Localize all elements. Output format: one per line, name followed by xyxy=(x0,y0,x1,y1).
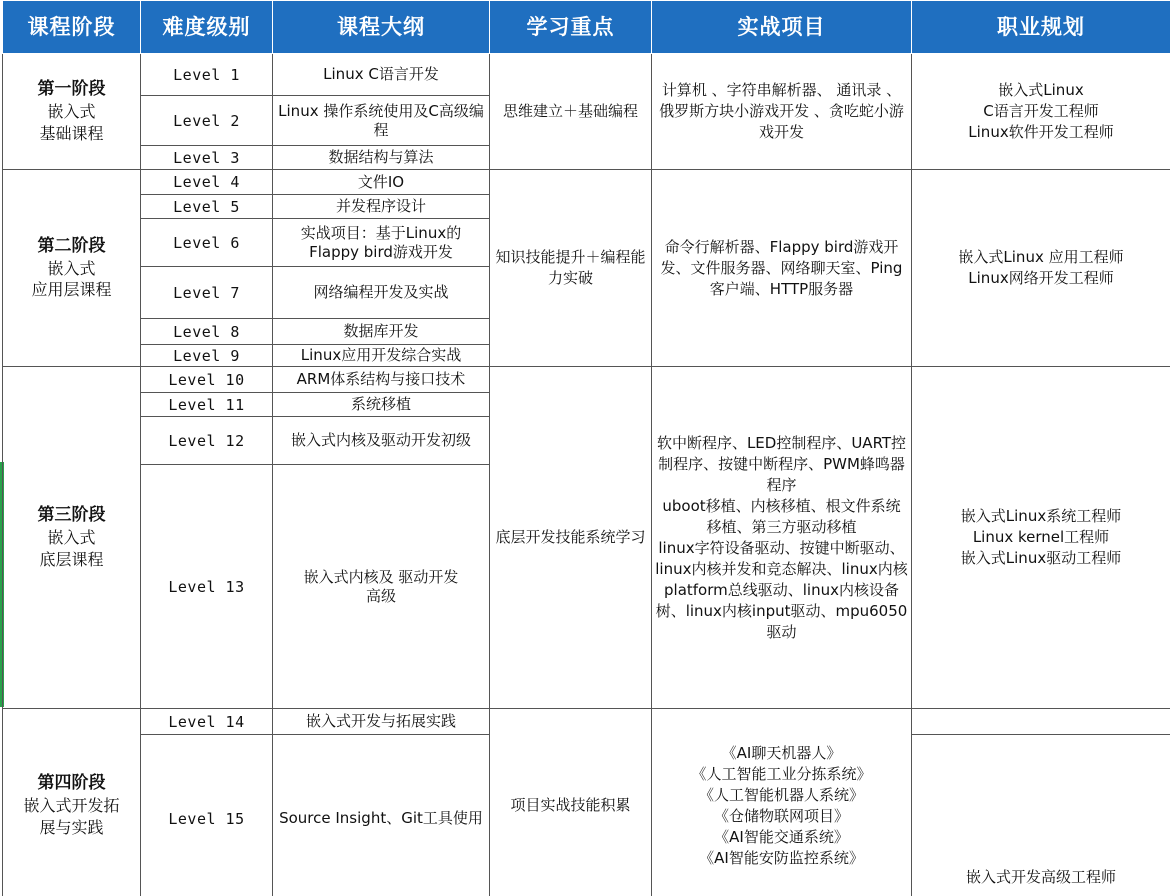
table-row xyxy=(3,54,1170,96)
stage-3-title: 第三阶段 xyxy=(37,505,106,526)
outline-10: ARM体系结构与接口技术 xyxy=(273,367,490,393)
outline-13: 嵌入式内核及 驱动开发 高级 xyxy=(273,465,490,709)
outline-2: Linux 操作系统使用及C高级编程 xyxy=(273,96,490,146)
level-2: Level 2 xyxy=(141,96,273,146)
focus-stage-1: 思维建立＋基础编程 xyxy=(490,54,652,170)
stage-1-subtitle: 嵌入式 基础课程 xyxy=(39,102,104,143)
career-stage-2: 嵌入式Linux 应用工程师 Linux网络开发工程师 xyxy=(912,170,1170,367)
level-14: Level 14 xyxy=(141,709,273,735)
level-12: Level 12 xyxy=(141,417,273,465)
level-11: Level 11 xyxy=(141,393,273,417)
level-1: Level 1 xyxy=(141,54,273,96)
stage-1-cell xyxy=(3,54,141,170)
level-3: Level 3 xyxy=(141,146,273,170)
stage-2-subtitle: 嵌入式 应用层课程 xyxy=(31,258,112,300)
stage-2-title: 第二阶段 xyxy=(37,235,106,256)
level-9: Level 9 xyxy=(141,345,273,367)
table-row xyxy=(3,170,1170,195)
outline-9: Linux应用开发综合实战 xyxy=(273,345,490,367)
career-stage-4-top-empty xyxy=(912,709,1170,735)
outline-4: 文件IO xyxy=(273,170,490,195)
focus-stage-2: 知识技能提升＋编程能力实破 xyxy=(490,170,652,367)
header-row xyxy=(3,1,1170,54)
level-4: Level 4 xyxy=(141,170,273,195)
level-13: Level 13 xyxy=(141,465,273,709)
level-5: Level 5 xyxy=(141,195,273,219)
projects-stage-3: 软中断程序、LED控制程序、UART控制程序、按键中断程序、PWM蜂鸣器程序 uboot移植、内核移植、根文件系统移植、第三方驱动移植 linux字符设备驱动、按键中断驱动、linux内核并发和竞态解决、linux内核platform总线驱动、linux内核设备树、linux内核input驱动、mpu6050驱动 xyxy=(652,367,912,709)
focus-stage-3: 底层开发技能系统学习 xyxy=(490,367,652,709)
stage-3-subtitle: 嵌入式 底层课程 xyxy=(39,528,104,569)
outline-14: 嵌入式开发与拓展实践 xyxy=(273,709,490,735)
level-7: Level 7 xyxy=(141,267,273,319)
level-10: Level 10 xyxy=(141,367,273,393)
outline-1: Linux C语言开发 xyxy=(273,54,490,96)
outline-6: 实战项目：基于Linux的Flappy bird游戏开发 xyxy=(273,219,490,267)
career-stage-3: 嵌入式Linux系统工程师 Linux kernel工程师 嵌入式Linux驱动工程师 xyxy=(912,367,1170,709)
outline-8: 数据库开发 xyxy=(273,319,490,345)
stage-4-subtitle: 嵌入式开发拓 展与实践 xyxy=(23,796,120,837)
projects-stage-2: 命令行解析器、Flappy bird游戏开发、文件服务器、网络聊天室、Ping客户端、HTTP服务器 xyxy=(652,170,912,367)
header-career: 职业规划 xyxy=(912,1,1170,54)
level-6: Level 6 xyxy=(141,219,273,267)
level-15: Level 15 xyxy=(141,735,273,896)
stage-1-title: 第一阶段 xyxy=(37,79,106,100)
outline-3: 数据结构与算法 xyxy=(273,146,490,170)
header-focus: 学习重点 xyxy=(490,1,652,54)
header-stage: 课程阶段 xyxy=(3,1,141,54)
stage-4-cell xyxy=(3,709,141,896)
header-level: 难度级别 xyxy=(141,1,273,54)
header-outline: 课程大纲 xyxy=(273,1,490,54)
outline-5: 并发程序设计 xyxy=(273,195,490,219)
career-stage-4: 嵌入式开发高级工程师 xyxy=(912,735,1170,896)
stage-4-title: 第四阶段 xyxy=(37,773,106,794)
projects-stage-1: 计算机 、字符串解析器、 通讯录 、俄罗斯方块小游戏开发 、贪吃蛇小游戏开发 xyxy=(652,54,912,170)
focus-stage-4: 项目实战技能积累 xyxy=(490,709,652,896)
outline-12: 嵌入式内核及驱动开发初级 xyxy=(273,417,490,465)
level-8: Level 8 xyxy=(141,319,273,345)
outline-15: Source Insight、Git工具使用 xyxy=(273,735,490,896)
projects-stage-4: 《AI聊天机器人》 《人工智能工业分拣系统》 《人工智能机器人系统》 《仓储物联网项目》 《AI智能交通系统》 《AI智能安防监控系统》 xyxy=(652,709,912,896)
table-row xyxy=(3,709,1170,735)
curriculum-table xyxy=(2,0,1170,896)
outline-11: 系统移植 xyxy=(273,393,490,417)
career-stage-1: 嵌入式Linux C语言开发工程师 Linux软件开发工程师 xyxy=(912,54,1170,170)
table-row xyxy=(3,367,1170,393)
stage-2-cell xyxy=(3,170,141,367)
outline-7: 网络编程开发及实战 xyxy=(273,267,490,319)
header-projects: 实战项目 xyxy=(652,1,912,54)
stage-3-cell xyxy=(3,367,141,709)
